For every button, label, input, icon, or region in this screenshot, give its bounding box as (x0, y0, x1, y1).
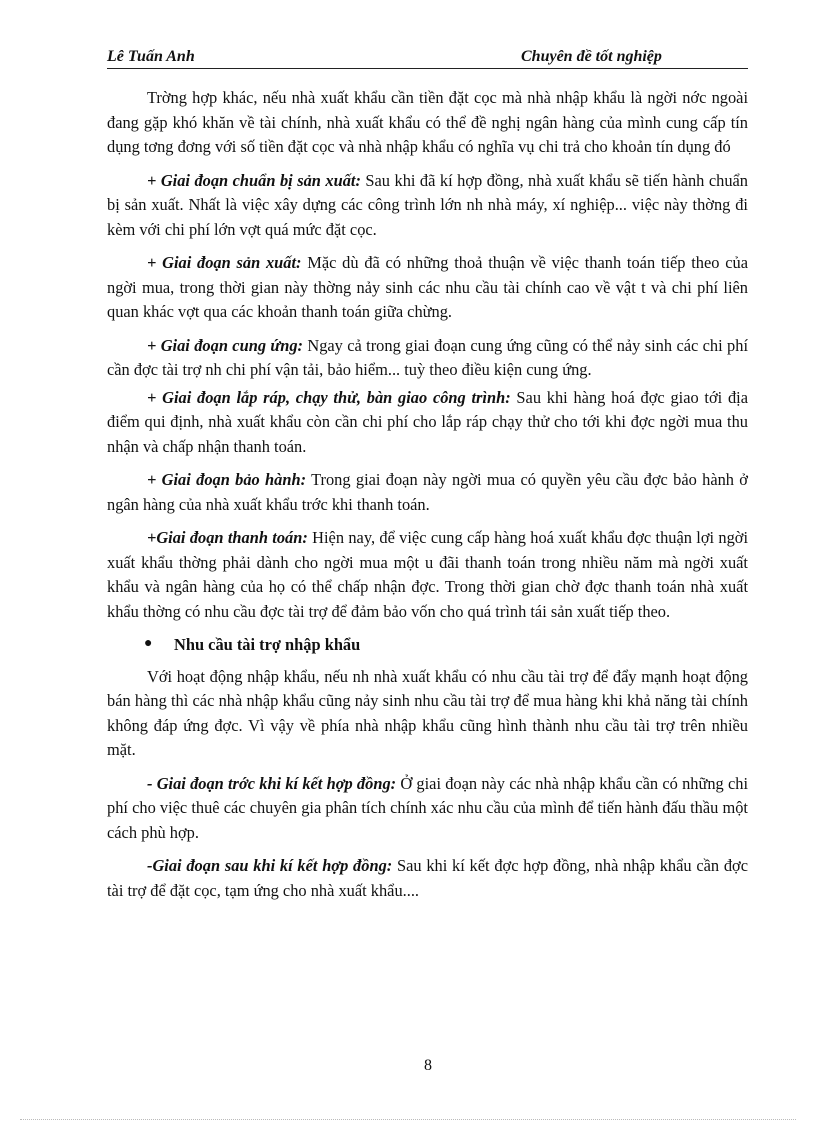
paragraph: + Giai đoạn bảo hành: Trong giai đoạn này ngời mua có quyền yêu cầu đợc bảo hành ở ngân hàng của nhà xuất khẩu trớc khi thanh toán. (107, 470, 748, 514)
footer-divider (20, 1119, 796, 1120)
header-author: Lê Tuấn Anh (107, 48, 195, 65)
section-heading: ● Nhu cầu tài trợ nhập khẩu (107, 633, 748, 658)
paragraph: Với hoạt động nhập khẩu, nếu nh nhà xuất khẩu có nhu cầu tài trợ để đẩy mạnh hoạt động bán hàng thì các nhà nhập khẩu cũng nảy sinh nhu cầu tài trợ để mua hàng khi khả năng tài chính không đáp ứng đợc. Vì vậy về phía nhà nhập khẩu cũng hình thành nhu cầu tài trợ trên nhiều mặt. (107, 666, 748, 759)
paragraph-label: + Giai đoạn sản xuất: (147, 253, 302, 272)
paragraph-label: + Giai đoạn chuẩn bị sản xuất: (147, 170, 361, 190)
paragraph: + Giai đoạn chuẩn bị sản xuất: Sau khi đã kí hợp đồng, nhà xuất khẩu sẽ tiến hành chuẩn bị sản xuất. Nhất là việc xây dựng các công trình lớn nh nhà máy, xí nghiệp... việc này thờng đi kèm với chi phí lớn vợt quá mức đặt cọc. (107, 170, 748, 239)
page-header (107, 48, 748, 69)
document-body (107, 86, 748, 912)
paragraph: + Giai đoạn lắp ráp, chạy thử, bàn giao công trình: Sau khi hàng hoá đợc giao tới địa điểm qui định, nhà xuất khẩu còn cần chi phí cho lắp ráp chạy thử cho tới khi đợc ngời mua thu nhận và chấp nhận thanh toán. (107, 387, 748, 456)
paragraph: + Giai đoạn cung ứng: Ngay cả trong giai đoạn cung ứng cũng có thể nảy sinh các chi phí cần đợc tài trợ nh chi phí vận tải, bảo hiểm... tuỳ theo điều kiện cung ứng. (107, 335, 748, 379)
paragraph: Trờng hợp khác, nếu nhà xuất khẩu cần tiền đặt cọc mà nhà nhập khẩu là ngời nớc ngoài đang gặp khó khăn về tài chính, nhà xuất khẩu có thể đề nghị ngân hàng của mình cung cấp tín dụng tơng đơng với số tiền đặt cọc và nhà nhập khẩu có nghĩa vụ chi trả cho khoản tín dụng đó (107, 88, 748, 156)
paragraph-label: + Giai đoạn cung ứng: (147, 335, 303, 355)
paragraph-label: -Giai đoạn sau khi kí kết hợp đồng: (147, 856, 393, 875)
bullet-icon: ● (144, 636, 153, 651)
page-number: 8 (424, 1057, 432, 1074)
paragraph: - Giai đoạn trớc khi kí kết hợp đồng: Ở giai đoạn này các nhà nhập khẩu cần có những chi phí cho việc thuê các chuyên gia phân tích chính xác nhu cầu của mình để tiến hành đấu thầu một cách phù hợp. (107, 773, 748, 842)
paragraph-label: - Giai đoạn trớc khi kí kết hợp đồng: (147, 773, 397, 793)
paragraph-label: + Giai đoạn lắp ráp, chạy thử, bàn giao công trình: (147, 387, 511, 407)
paragraph-label: +Giai đoạn thanh toán: (147, 528, 308, 547)
paragraph: -Giai đoạn sau khi kí kết hợp đồng: Sau khi kí kết đợc hợp đồng, nhà nhập khẩu cần đợc tài trợ để đặt cọc, tạm ứng cho nhà xuất khẩu.... (107, 856, 748, 900)
paragraph-label: + Giai đoạn bảo hành: (147, 470, 307, 489)
header-title: Chuyên đề tốt nghiệp (521, 48, 662, 65)
paragraph: +Giai đoạn thanh toán: Hiện nay, để việc cung cấp hàng hoá xuất khẩu đợc thuận lợi ngời xuất khẩu thờng phải dành cho ngời mua một u đãi thanh toán trong nhiều năm mà ngời xuất khẩu và ngân hàng của họ có thể chấp nhận đợc. Trong thời gian chờ đợc thanh toán nhà xuất khẩu thờng có nhu cầu đợc tài trợ để đảm bảo vốn cho quá trình tái sản xuất tiếp theo. (107, 528, 748, 621)
paragraph: + Giai đoạn sản xuất: Mặc dù đã có những thoả thuận về việc thanh toán tiếp theo của ngời mua, trong thời gian này thờng nảy sinh các nhu cầu tài chính cao về vật t và chi phí liên quan khác vợt qua các khoản thanh toán giữa chừng. (107, 253, 748, 321)
